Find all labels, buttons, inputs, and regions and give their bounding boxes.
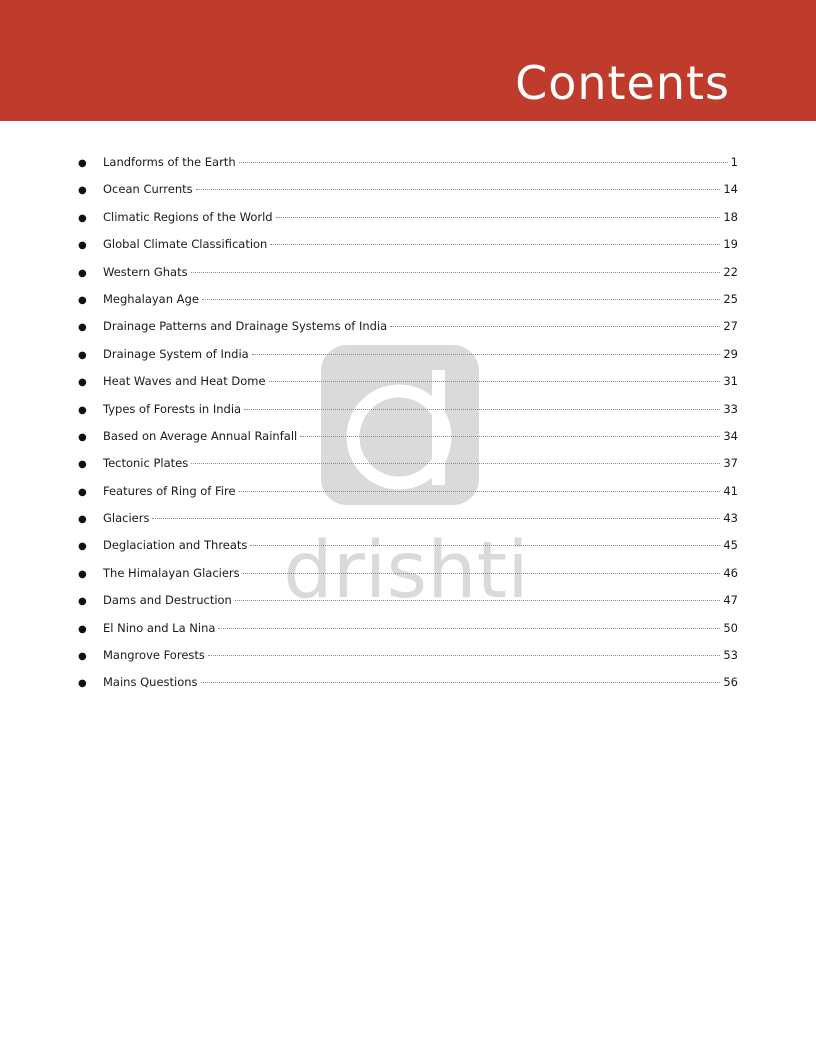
toc-entry[interactable] [78,593,738,620]
toc-entry-title: Western Ghats [103,264,188,279]
toc-entry[interactable] [78,292,738,319]
toc-entry-title: Deglaciation and Threats [103,538,248,553]
toc-entry-page-number: 46 [723,565,738,580]
bullet-icon: ● [78,322,87,334]
toc-entry-page-number: 18 [723,209,738,224]
toc-entry[interactable] [78,319,738,346]
toc-entry-page-number: 25 [723,291,738,306]
toc-entry-page-number: 31 [723,374,738,389]
dot-leader [270,244,720,245]
toc-entry[interactable] [78,155,738,182]
toc-entry-title: The Himalayan Glaciers [103,565,240,580]
toc-entry-title: Ocean Currents [103,182,193,197]
bullet-icon: ● [78,431,87,443]
toc-entry[interactable] [78,484,738,511]
dot-leader [235,600,721,601]
bullet-icon: ● [78,212,87,224]
dot-leader [208,655,720,656]
header-band [0,0,816,121]
dot-leader [218,628,720,629]
toc-entry-title: Heat Waves and Heat Dome [103,374,266,389]
bullet-icon: ● [78,541,87,553]
toc-entry-page-number: 37 [723,456,738,471]
bullet-icon: ● [78,404,87,416]
toc-entry[interactable] [78,265,738,292]
bullet-icon: ● [78,623,87,635]
toc-entry[interactable] [78,402,738,429]
watermark-text: drishti [283,526,529,615]
toc-entry-page-number: 1 [730,155,738,169]
dot-leader [152,518,720,519]
bullet-icon: ● [78,377,87,389]
toc-entry-page-number: 27 [723,319,738,334]
dot-leader [244,409,720,410]
toc-entry[interactable] [78,182,738,209]
toc-entry[interactable] [78,621,738,648]
dot-leader [201,682,721,683]
toc-entry-page-number: 19 [723,237,738,252]
toc-entry-page-number: 34 [723,428,738,443]
bullet-icon: ● [78,185,87,197]
toc-entry-title: Features of Ring of Fire [103,483,236,498]
dot-leader [239,162,728,163]
dot-leader [243,573,721,574]
toc-entry-title: El Nino and La Nina [103,620,216,635]
toc-entry[interactable] [78,429,738,456]
bullet-icon: ● [78,568,87,580]
table-of-contents [78,155,738,703]
bullet-icon: ● [78,651,87,663]
toc-entry-page-number: 45 [723,538,738,553]
dot-leader [250,545,720,546]
dot-leader [252,354,721,355]
toc-entry-title: Dams and Destruction [103,593,232,608]
toc-entry-title: Drainage System of India [103,346,249,361]
toc-entry[interactable] [78,210,738,237]
toc-entry[interactable] [78,347,738,374]
bullet-icon: ● [78,267,87,279]
dot-leader [196,189,721,190]
toc-entry-title: Drainage Patterns and Drainage Systems of India [103,319,388,334]
bullet-icon: ● [78,459,87,471]
bullet-icon: ● [78,678,87,690]
toc-entry-title: Types of Forests in India [103,401,242,416]
dot-leader [390,326,720,327]
toc-entry-title: Climatic Regions of the World [103,209,273,224]
toc-entry-title: Tectonic Plates [103,456,189,471]
dot-leader [239,491,721,492]
bullet-icon: ● [78,158,87,169]
toc-entry[interactable] [78,374,738,401]
toc-entry-page-number: 53 [723,648,738,663]
toc-entry-page-number: 29 [723,346,738,361]
toc-entry-title: Mains Questions [103,675,198,690]
bullet-icon: ● [78,514,87,526]
page-title: Contents [515,56,730,110]
toc-entry[interactable] [78,675,738,702]
toc-entry[interactable] [78,456,738,483]
dot-leader [191,272,721,273]
dot-leader [202,299,720,300]
toc-entry-page-number: 41 [723,483,738,498]
dot-leader [300,436,720,437]
toc-entry-page-number: 14 [723,182,738,197]
bullet-icon: ● [78,486,87,498]
toc-entry-title: Mangrove Forests [103,648,205,663]
toc-entry-title: Landforms of the Earth [103,155,236,169]
bullet-icon: ● [78,349,87,361]
bullet-icon: ● [78,294,87,306]
dot-leader [276,217,721,218]
toc-entry-page-number: 50 [723,620,738,635]
toc-entry-title: Based on Average Annual Rainfall [103,428,298,443]
toc-entry-title: Glaciers [103,511,150,526]
toc-entry[interactable] [78,566,738,593]
toc-entry[interactable] [78,648,738,675]
toc-entry-title: Meghalayan Age [103,291,199,306]
toc-entry-title: Global Climate Classification [103,237,268,252]
toc-entry-page-number: 47 [723,593,738,608]
toc-entry-page-number: 22 [723,264,738,279]
toc-entry[interactable] [78,511,738,538]
toc-entry[interactable] [78,538,738,565]
toc-entry-page-number: 56 [723,675,738,690]
toc-entry-page-number: 33 [723,401,738,416]
dot-leader [269,381,721,382]
bullet-icon: ● [78,240,87,252]
toc-entry[interactable] [78,237,738,264]
dot-leader [191,463,720,464]
bullet-icon: ● [78,596,87,608]
toc-entry-page-number: 43 [723,511,738,526]
